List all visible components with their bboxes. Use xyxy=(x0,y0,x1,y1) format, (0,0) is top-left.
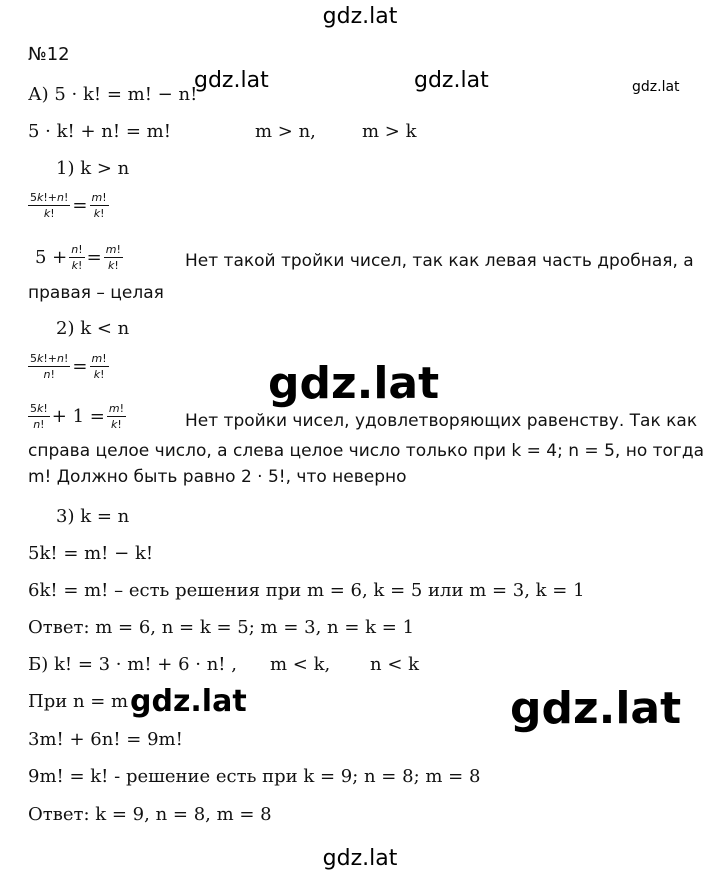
fraction: $\frac{m!}{k!}$ xyxy=(91,352,107,382)
part-b-equation: Б) k! = 3 · m! + 6 · n! , xyxy=(28,654,237,675)
fraction: $\frac{5k!}{n!}$ xyxy=(30,402,48,432)
part-a-condition-1: m > n, xyxy=(255,121,316,142)
case-1-simplified-equation: 5 + $\frac{n!}{k!}$ = $\frac{m!}{k!}$ xyxy=(35,243,121,273)
case-3-title: 3) k = n xyxy=(56,506,130,527)
case-3-equation-2: 6k! = m! – есть решения при m = 6, k = 5 или m = 3, k = 1 xyxy=(28,580,585,601)
part-b-condition-1: m < k, xyxy=(270,654,331,675)
part-b-solution: 9m! = k! - решение есть при k = 9; n = 8; m = 8 xyxy=(28,766,481,787)
problem-number: №12 xyxy=(28,44,70,65)
part-b-condition-2: n < k xyxy=(370,654,420,675)
fraction: $\frac{5k!+n!}{n!}$ xyxy=(30,352,69,382)
case-3-equation-1: 5k! = m! − k! xyxy=(28,543,154,564)
part-a-equation: А) 5 · k! = m! − n! xyxy=(28,84,198,105)
case-2-fraction-equation: $\frac{5k!+n!}{n!}$ = $\frac{m!}{k!}$ xyxy=(30,352,107,382)
watermark-inline-1: gdz.lat xyxy=(194,68,269,93)
part-b-case: При n = m xyxy=(28,691,129,712)
part-b-answer: Ответ: k = 9, n = 8, m = 8 xyxy=(28,804,272,825)
fraction: $\frac{n!}{k!}$ xyxy=(71,243,83,273)
watermark-large-1: gdz.lat xyxy=(268,358,440,409)
watermark-inline-3: gdz.lat xyxy=(632,79,680,95)
fraction: $\frac{m!}{k!}$ xyxy=(105,243,121,273)
watermark-top: gdz.lat xyxy=(322,4,398,29)
part-b-equation-2: 3m! + 6n! = 9m! xyxy=(28,729,183,750)
case-1-conclusion: Нет такой тройки чисел, так как левая часть дробная, а xyxy=(185,251,694,271)
case-2-conclusion-end: m! Должно быть равно 2 · 5!, что неверно xyxy=(28,467,407,487)
part-a-condition-2: m > k xyxy=(362,121,417,142)
watermark-large-3: gdz.lat xyxy=(510,683,682,734)
case-2-title: 2) k < n xyxy=(56,318,130,339)
fraction: $\frac{m!}{k!}$ xyxy=(108,402,124,432)
watermark-bottom: gdz.lat xyxy=(322,846,398,871)
case-2-conclusion-cont: справа целое число, а слева целое число только при k = 4; n = 5, но тогда xyxy=(28,441,705,461)
fraction: $\frac{m!}{k!}$ xyxy=(91,191,107,221)
part-a-answer: Ответ: m = 6, n = k = 5; m = 3, n = k = 1 xyxy=(28,617,415,638)
case-1-title: 1) k > n xyxy=(56,158,130,179)
fraction: $\frac{5k!+n!}{k!}$ xyxy=(30,191,69,221)
case-1-conclusion-cont: правая – целая xyxy=(28,283,164,303)
watermark-large-2: gdz.lat xyxy=(130,684,247,719)
watermark-inline-2: gdz.lat xyxy=(414,68,489,93)
case-2-conclusion: Нет тройки чисел, удовлетворяющих равенству. Так как xyxy=(185,411,698,431)
case-2-simplified-equation: $\frac{5k!}{n!}$ + 1 = $\frac{m!}{k!}$ xyxy=(30,402,124,432)
case-1-fraction-equation: $\frac{5k!+n!}{k!}$ = $\frac{m!}{k!}$ xyxy=(30,191,107,221)
part-a-rearranged: 5 · k! + n! = m! xyxy=(28,121,171,142)
